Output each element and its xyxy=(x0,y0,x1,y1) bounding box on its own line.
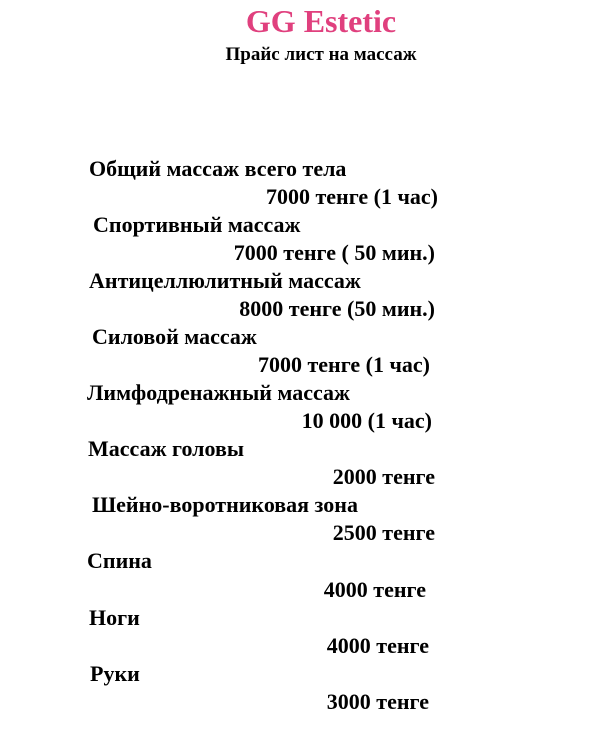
service-name: Лимфодренажный массаж xyxy=(87,380,351,405)
service-price: 4000 тенге xyxy=(326,633,429,658)
service-name: Ноги xyxy=(89,605,140,630)
service-price: 7000 тенге ( 50 мин.) xyxy=(233,240,435,265)
service-name: Шейно-воротниковая зона xyxy=(92,492,358,517)
price-list-subtitle: Прайс лист на массаж xyxy=(225,44,417,65)
service-price: 2000 тенге xyxy=(332,464,435,489)
service-name: Силовой массаж xyxy=(92,324,257,349)
service-name: Массаж головы xyxy=(88,436,245,461)
service-price: 4000 тенге xyxy=(323,577,426,602)
service-price: 2500 тенге xyxy=(332,520,435,545)
service-name: Антицеллюлитный массаж xyxy=(89,268,361,293)
service-name: Общий массаж всего тела xyxy=(89,156,347,181)
brand-title: GG Estetic xyxy=(245,3,397,39)
service-price: 7000 тенге (1 час) xyxy=(257,352,430,377)
service-price: 7000 тенге (1 час) xyxy=(265,184,438,209)
service-name: Спина xyxy=(87,548,152,573)
service-name: Спортивный массаж xyxy=(93,212,301,237)
service-price: 3000 тенге xyxy=(326,689,429,714)
service-price: 8000 тенге (50 мин.) xyxy=(239,296,435,321)
service-name: Руки xyxy=(90,661,140,686)
service-price: 10 000 (1 час) xyxy=(301,408,432,433)
